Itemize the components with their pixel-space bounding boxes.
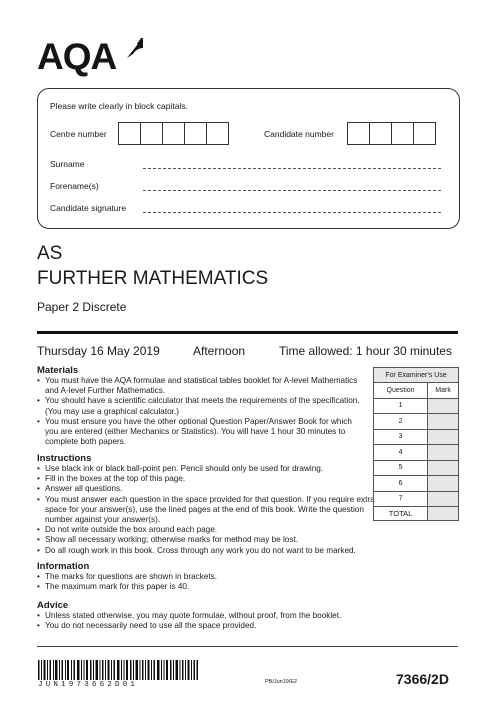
materials-list [37,376,362,447]
surname-label: Surname [50,159,85,169]
centre-digit-box[interactable] [118,122,141,145]
question-number: 6 [374,476,428,492]
forenames-field[interactable] [143,189,441,191]
mark-cell [428,460,459,476]
footer-divider [37,646,458,647]
paper-title: Paper 2 Discrete [37,300,127,314]
question-number: 5 [374,460,428,476]
instruction-item: • Do all rough work in this book. Cross through any work you do not want to be marked. [37,546,412,556]
advice-item: • Unless stated otherwise, you may quote formulae, without proof, from the booklet. [37,611,437,621]
barcode-icon [38,660,198,680]
mark-cell [428,398,459,414]
centre-number-label: Centre number [50,129,107,139]
information-heading: Information [37,561,90,572]
materials-item: • You must ensure you have the other optional Question Paper/Answer Book for which you are entered (either Mechanics or Statistics). You will have 1 hour 30 minutes to complete both papers. [37,417,362,448]
materials-item: • You should have a scientific calculator that meets the requirements of the specification. (You may use a graphical calculator.) [37,396,362,416]
information-item: • The maximum mark for this paper is 40. [37,582,417,592]
candidate-digit-box[interactable] [413,122,436,145]
candidate-digit-box[interactable] [369,122,392,145]
examiner-table-title: For Examiner's Use [374,368,459,383]
forenames-label: Forename(s) [50,181,99,191]
information-item: • The marks for questions are shown in brackets. [37,572,417,582]
heavy-divider [37,331,458,334]
advice-list [37,611,437,631]
advice-item: • You do not necessarily need to use all the space provided. [37,621,437,631]
aqa-leaf-icon [123,36,145,60]
candidate-number-boxes[interactable] [347,122,435,145]
barcode-number: JUN1973662D01 [38,681,139,689]
total-mark-cell [428,507,459,521]
instruction-item: • You must answer each question in the space provided for that question. If you require extra space for your answer(s), use the lined pages at the end of this book. Write the question number against your answer(s). [37,495,375,526]
paper-code: 7366/2D [396,671,449,687]
instruction-item: • Use black ink or black ball-point pen. Pencil should only be used for drawing. [37,464,375,474]
mark-cell [428,429,459,445]
question-column-header: Question [374,383,428,399]
information-list [37,572,417,592]
subject-title: FURTHER MATHEMATICS [37,268,269,289]
candidate-digit-box[interactable] [391,122,414,145]
centre-digit-box[interactable] [162,122,185,145]
instruction-item: • Fill in the boxes at the top of this page. [37,474,412,484]
time-allowed: Time allowed: 1 hour 30 minutes [279,344,452,358]
centre-digit-box[interactable] [206,122,229,145]
candidate-number-label: Candidate number [264,129,334,139]
qualification-level: AS [37,243,63,264]
mark-cell [428,476,459,492]
instructions-heading: Instructions [37,453,92,464]
question-number: 1 [374,398,428,414]
materials-heading: Materials [37,365,79,376]
mark-cell [428,491,459,507]
signature-label: Candidate signature [50,203,127,213]
instruction-item: • Do not write outside the box around each page. [37,525,412,535]
exam-session: Afternoon [193,344,246,358]
candidate-digit-box[interactable] [347,122,370,145]
block-capitals-instruction: Please write clearly in block capitals. [50,101,188,111]
mark-cell [428,445,459,461]
exam-date: Thursday 16 May 2019 [37,344,160,358]
question-number: 4 [374,445,428,461]
centre-digit-box[interactable] [140,122,163,145]
examiner-use-table [373,367,459,521]
print-reference: PB/Jun19/E2 [265,679,298,685]
signature-field[interactable] [143,211,441,213]
mark-cell [428,414,459,430]
centre-number-boxes[interactable] [118,122,228,145]
instructions-list [37,464,412,556]
question-number: 3 [374,429,428,445]
aqa-logo: AQA [37,36,117,77]
total-label: TOTAL [374,507,428,521]
question-number: 7 [374,491,428,507]
materials-item: • You must have the AQA formulae and statistical tables booklet for A-level Mathematics and A-level Further Mathematics. [37,376,362,396]
instruction-item: • Show all necessary working; otherwise marks for method may be lost. [37,535,412,545]
advice-heading: Advice [37,600,69,611]
centre-digit-box[interactable] [184,122,207,145]
instruction-item: • Answer all questions. [37,484,412,494]
mark-column-header: Mark [428,383,459,399]
question-number: 2 [374,414,428,430]
surname-field[interactable] [143,167,441,169]
